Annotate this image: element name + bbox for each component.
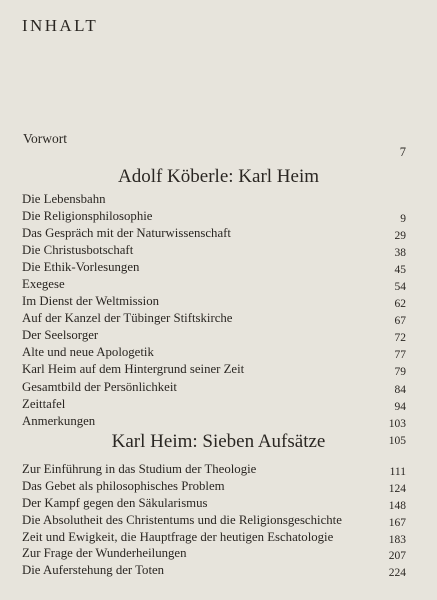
toc-entry	[22, 529, 406, 546]
toc-entry	[22, 344, 406, 361]
toc-entry-page-number: 207	[388, 550, 406, 563]
toc-entry-title: Karl Heim auf dem Hintergrund seiner Zeit	[22, 362, 245, 377]
toc-entry-title: Exegese	[22, 277, 65, 292]
toc-entry	[22, 208, 406, 225]
toc-entry-page-number: 105	[388, 434, 406, 447]
toc-entry-page-number: 45	[394, 264, 406, 277]
toc-entry-page-number: 167	[388, 516, 406, 529]
toc-entry-page-number: 72	[394, 332, 406, 345]
toc-entry-title: Zur Einführung in das Studium der Theologie	[22, 462, 257, 476]
toc-entry	[22, 495, 406, 512]
section-title-koeberle: Adolf Köberle: Karl Heim	[117, 166, 320, 187]
toc-entry	[22, 478, 406, 495]
toc-entry	[22, 545, 406, 562]
toc-entry-page-number: 103	[388, 417, 406, 430]
toc-entry-title: Die Christusbotschaft	[22, 243, 134, 258]
toc-entry-title: Das Gebet als philosophisches Problem	[22, 478, 225, 493]
vorwort-title: Vorwort	[23, 131, 68, 146]
toc-entry	[22, 276, 406, 293]
toc-entry-page-number: 67	[394, 315, 406, 328]
toc-entry-title: Die Absolutheit des Christentums und die Religionsgeschichte	[22, 512, 342, 527]
section-title-aufsaetze: Karl Heim: Sieben Aufsätze	[111, 431, 326, 452]
toc-entry	[22, 191, 406, 208]
toc-entry-title: Das Gespräch mit der Naturwissenschaft	[22, 226, 231, 241]
toc-entry	[22, 562, 406, 579]
toc-list-koeberle	[22, 191, 406, 447]
toc-entry-title: Die Religionsphilosophie	[22, 209, 153, 224]
toc-entry-page-number: 124	[388, 482, 406, 495]
toc-entry-title: Zeittafel	[22, 396, 66, 411]
toc-entry	[22, 512, 406, 529]
toc-entry	[22, 361, 406, 378]
toc-entry	[22, 293, 406, 310]
toc-entry-page-number: 79	[394, 366, 406, 379]
page-heading: INHALT	[22, 16, 99, 35]
toc-list-aufsaetze	[22, 461, 406, 579]
toc-entry-page-number: 84	[394, 383, 406, 396]
toc-entry	[22, 461, 406, 478]
toc-entry	[22, 310, 406, 327]
toc-entry-title: Anmerkungen	[22, 413, 96, 428]
toc-entry-page-number: 94	[394, 400, 406, 413]
toc-entry-title: Der Seelsorger	[22, 328, 99, 343]
toc-entry-page-number: 148	[388, 499, 406, 512]
toc-entry-title: Zur Frage der Wunderheilungen	[22, 546, 187, 561]
vorwort-page-number: 7	[399, 145, 406, 159]
toc-entry-page-number: 29	[394, 230, 406, 243]
toc-entry-title: Im Dienst der Weltmission	[22, 294, 159, 309]
toc-entry-title: Die Ethik-Vorlesungen	[22, 260, 140, 275]
toc-entry-title: Auf der Kanzel der Tübinger Stiftskirche	[22, 311, 233, 326]
toc-entry-page-number: 38	[394, 247, 406, 260]
toc-entry-page-number: 62	[394, 298, 406, 311]
toc-entry-page-number: 9	[400, 213, 406, 226]
toc-entry	[22, 327, 406, 344]
toc-entry-page-number: 77	[394, 349, 406, 362]
toc-entry	[22, 379, 406, 396]
toc-entry	[22, 242, 406, 259]
toc-entry-title: Alte und neue Apologetik	[22, 345, 154, 360]
toc-entry	[22, 396, 406, 413]
toc-entry-title: Die Auferstehung der Toten	[22, 563, 165, 578]
toc-entry-page-number: 54	[394, 281, 406, 294]
toc-entry-page-number: 183	[388, 533, 406, 546]
toc-entry	[22, 259, 406, 276]
toc-entry	[22, 413, 406, 430]
toc-entry-title: Zeit und Ewigkeit, die Hauptfrage der heutigen Eschatologie	[22, 529, 334, 544]
toc-entry-page-number: 111	[389, 466, 406, 478]
toc-entry-title: Der Kampf gegen den Säkularismus	[22, 495, 208, 510]
toc-entry-title: Die Lebensbahn	[22, 192, 106, 206]
toc-entry-title: Gesamtbild der Persönlichkeit	[22, 379, 177, 394]
toc-entry-page-number: 224	[388, 567, 406, 580]
toc-entry	[22, 225, 406, 242]
